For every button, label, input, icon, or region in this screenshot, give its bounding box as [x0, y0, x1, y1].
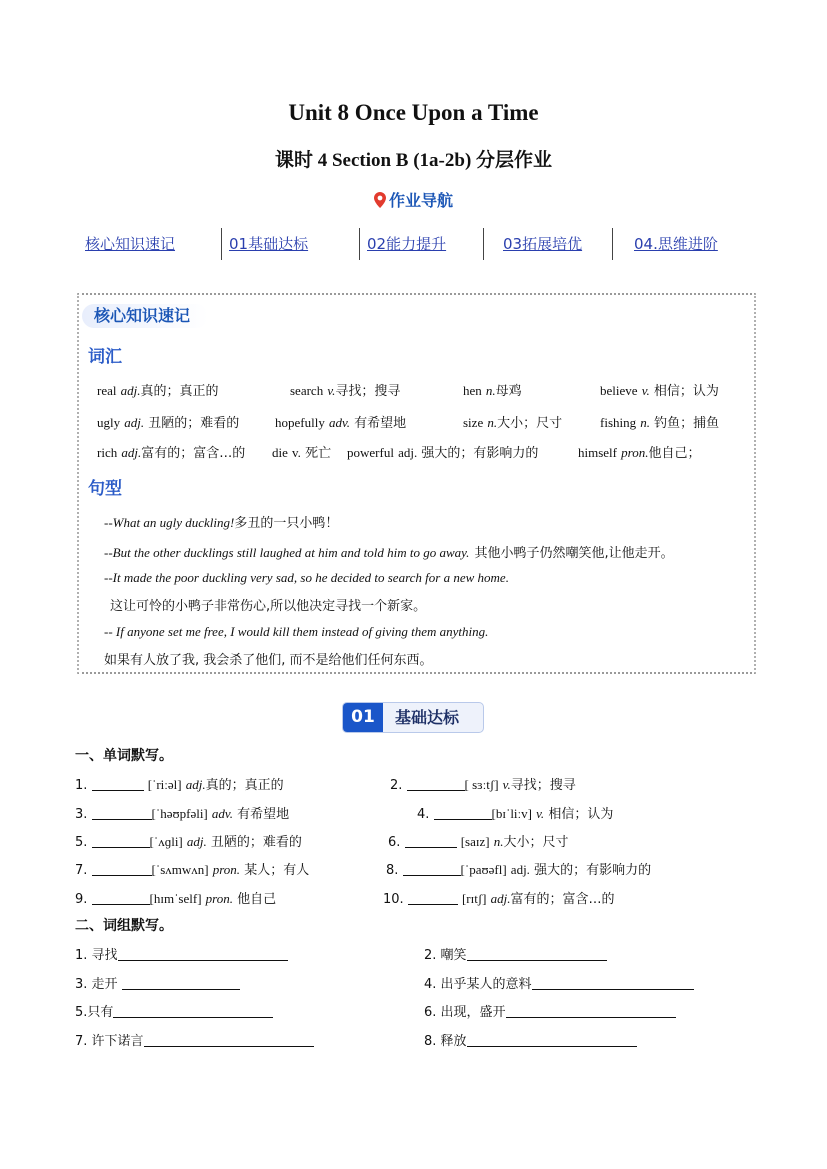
answer-blank[interactable] [118, 947, 288, 961]
answer-blank[interactable] [467, 947, 607, 961]
nav-heading-label: 作业导航 [388, 191, 453, 210]
sentence-en: --It made the poor duckling very sad, so he decided to search for a new home. [104, 570, 509, 585]
knowledge-box [77, 293, 756, 674]
word-question: 10. [rɪtʃ] adj.富有的；富含…的 [383, 891, 615, 907]
section-label: 基础达标 [395, 708, 460, 727]
answer-blank[interactable] [122, 976, 240, 990]
vocab-item: search v.寻找；搜寻 [290, 383, 401, 399]
word-question: 7. [ˈsʌmwʌn] pron. 某人；有人 [75, 862, 310, 878]
page-subtitle: 课时 4 Section B (1a-2b) 分层作业 [274, 150, 553, 171]
nav-divider [612, 228, 613, 260]
answer-blank[interactable] [144, 1033, 314, 1047]
sentence-heading: 句型 [88, 479, 122, 499]
phrase-question: 2. 嘲笑 [424, 944, 607, 963]
word-question: 9. [hɪmˈself] pron. 他自己 [75, 891, 277, 907]
nav-link-03[interactable]: 03拓展培优 [503, 235, 583, 253]
answer-blank[interactable] [92, 834, 150, 848]
vocab-item: die v. 死亡 [272, 445, 332, 461]
phrase-question: 7. 许下诺言 [75, 1030, 314, 1049]
word-question: 6. [saɪz] n.大小；尺寸 [388, 834, 569, 850]
answer-blank[interactable] [113, 1004, 273, 1018]
nav-link-02[interactable]: 02能力提升 [367, 235, 447, 253]
answer-blank[interactable] [467, 1033, 637, 1047]
answer-blank[interactable] [92, 777, 144, 791]
answer-blank[interactable] [92, 891, 150, 905]
nav-divider [359, 228, 360, 260]
sentence-zh: 这让可怜的小鸭子非常伤心,所以他决定寻找一个新家。 [110, 599, 427, 614]
phrase-question: 8. 释放 [424, 1030, 637, 1049]
word-question: 3. [ˈhəʊpfəli] adv. 有希望地 [75, 806, 290, 822]
answer-blank[interactable] [92, 862, 152, 876]
part1-heading: 一、单词默写。 [75, 748, 173, 764]
sentence-en: -- If anyone set me free, I would kill them instead of giving them anything. [104, 624, 489, 639]
answer-blank[interactable] [403, 862, 461, 876]
sentence: --But the other ducklings still laughed at him and told him to go away. 其他小鸭子仍然嘲笑他,让他走开。 [104, 545, 674, 561]
answer-blank[interactable] [92, 806, 152, 820]
vocab-item: fishing n. 钓鱼；捕鱼 [600, 415, 720, 431]
nav-link-01[interactable]: 01基础达标 [229, 235, 309, 253]
phrase-question: 5.只有 [75, 1001, 273, 1020]
phrase-question: 1. 寻找 [75, 944, 288, 963]
phrase-question: 3. 走开 [75, 973, 240, 992]
word-question: 4. [bɪˈliːv] v. 相信；认为 [417, 806, 614, 822]
word-question: 2. [ sɜːtʃ] v.寻找；搜寻 [390, 777, 576, 793]
nav-heading [0, 188, 827, 211]
phrase-question: 6. 出现，盛开 [424, 1001, 676, 1020]
word-question: 8. [ˈpaʊəfl] adj. 强大的；有影响力的 [386, 862, 652, 878]
part2-heading: 二、词组默写。 [75, 918, 173, 934]
vocab-item: rich adj.富有的；富含…的 [97, 445, 246, 461]
nav-link-core-knowledge[interactable]: 核心知识速记 [85, 235, 176, 253]
vocab-item: himself pron.他自己； [578, 445, 701, 461]
answer-blank[interactable] [532, 976, 694, 990]
vocab-item: believe v. 相信；认为 [600, 383, 719, 399]
page-title: Unit 8 Once Upon a Time [288, 100, 539, 125]
vocab-item: hen n.母鸡 [463, 383, 522, 399]
section-01-banner [342, 702, 484, 733]
nav-divider [221, 228, 222, 260]
vocab-item: size n.大小；尺寸 [463, 415, 563, 431]
nav-link-04[interactable]: 04.思维进阶 [634, 235, 718, 253]
sentence-zh: 如果有人放了我, 我会杀了他们, 而不是给他们任何东西。 [104, 653, 433, 668]
answer-blank[interactable] [407, 777, 465, 791]
vocab-item: ugly adj. 丑陋的；难看的 [97, 415, 240, 431]
section-number: 01 [343, 703, 383, 732]
nav-divider [483, 228, 484, 260]
word-question: 1. [ˈriːəl] adj.真的；真正的 [75, 777, 284, 793]
word-question: 5. [ˈʌɡli] adj. 丑陋的；难看的 [75, 834, 302, 850]
knowledge-badge: 核心知识速记 [82, 304, 208, 328]
sentence: --What an ugly duckling!多丑的一只小鸭！ [104, 515, 339, 531]
vocab-item: powerful adj. 强大的；有影响力的 [347, 445, 539, 461]
vocab-heading: 词汇 [88, 347, 122, 367]
answer-blank[interactable] [506, 1004, 676, 1018]
answer-blank[interactable] [408, 891, 458, 905]
answer-blank[interactable] [405, 834, 457, 848]
location-pin-icon [374, 192, 386, 208]
phrase-question: 4. 出乎某人的意料 [424, 973, 694, 992]
vocab-item: hopefully adv. 有希望地 [275, 415, 407, 431]
vocab-item: real adj.真的；真正的 [97, 383, 219, 399]
answer-blank[interactable] [434, 806, 492, 820]
